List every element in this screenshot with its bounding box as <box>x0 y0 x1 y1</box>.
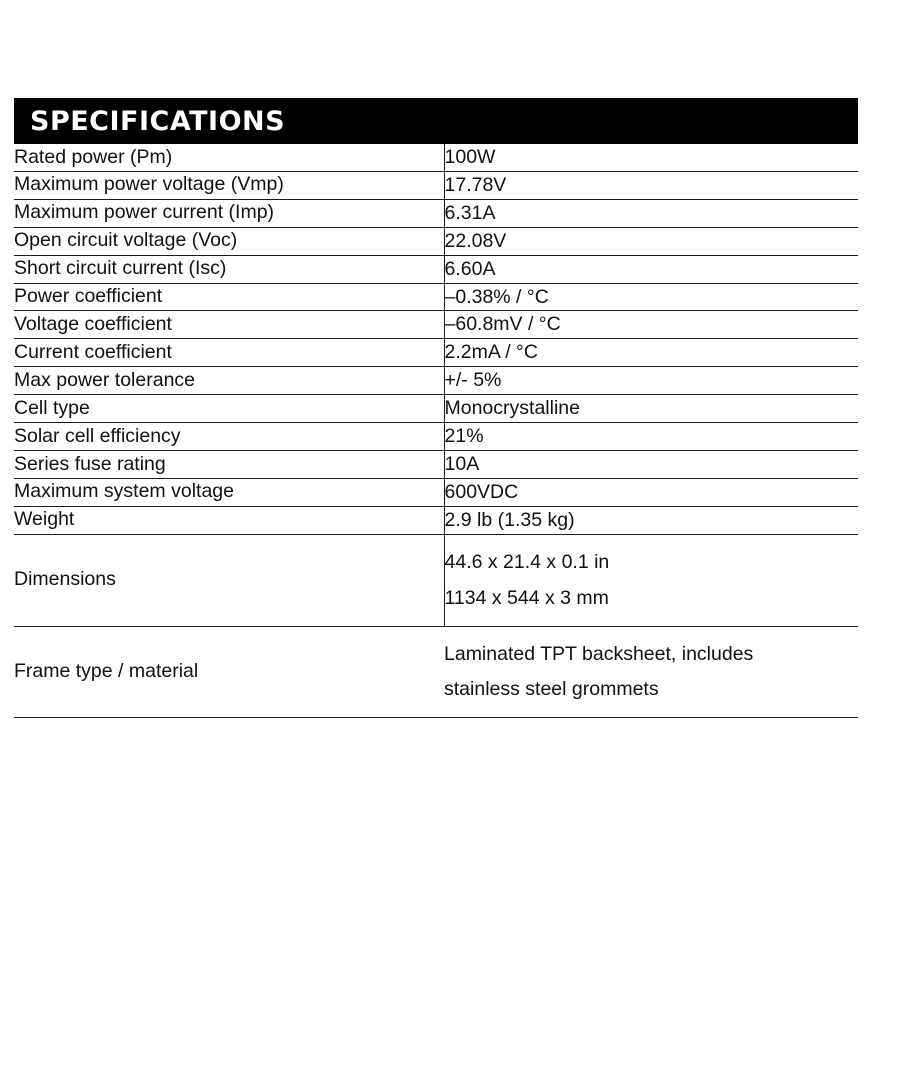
table-row <box>14 171 858 199</box>
specifications-block <box>14 98 858 718</box>
spec-label: Rated power (Pm) <box>14 144 444 171</box>
spec-value: 21% <box>444 425 484 448</box>
spec-value <box>444 626 858 718</box>
spec-label: Weight <box>14 506 444 534</box>
spec-value <box>444 534 858 626</box>
table-row <box>14 255 858 283</box>
spec-label: Solar cell efficiency <box>14 423 444 451</box>
spec-value: 600VDC <box>444 480 519 503</box>
spec-label: Maximum power voltage (Vmp) <box>14 171 444 199</box>
specifications-table <box>14 144 858 718</box>
spec-value: 17.78V <box>444 173 507 196</box>
spec-label: Short circuit current (Isc) <box>14 255 444 283</box>
table-row <box>14 311 858 339</box>
spec-label: Max power tolerance <box>14 367 444 395</box>
spec-value: 22.08V <box>444 229 507 252</box>
spec-value: –60.8mV / °C <box>444 313 561 336</box>
spec-value: +/- 5% <box>444 369 502 392</box>
spec-value: Monocrystalline <box>444 397 580 420</box>
spec-label: Series fuse rating <box>14 450 444 478</box>
table-row <box>14 339 858 367</box>
spec-value-line: 44.6 x 21.4 x 0.1 in <box>444 550 610 573</box>
table-row <box>14 199 858 227</box>
table-row <box>14 283 858 311</box>
table-row <box>14 478 858 506</box>
spec-value: 2.2mA / °C <box>444 341 538 364</box>
table-row <box>14 367 858 395</box>
spec-label: Voltage coefficient <box>14 311 444 339</box>
spec-label: Frame type / material <box>14 660 199 683</box>
table-row <box>14 144 858 171</box>
table-row <box>14 534 858 626</box>
spec-value: 10A <box>444 452 480 475</box>
spec-label: Cell type <box>14 395 444 423</box>
specifications-header <box>14 98 858 144</box>
table-row <box>14 626 858 718</box>
table-row <box>14 450 858 478</box>
spec-value: 2.9 lb (1.35 kg) <box>444 508 575 531</box>
spec-value-line: Laminated TPT backsheet, includes <box>444 642 754 665</box>
table-row <box>14 227 858 255</box>
spec-value: 6.60A <box>444 257 496 280</box>
section-title: SPECIFICATIONS <box>30 105 286 137</box>
spec-label: Current coefficient <box>14 339 444 367</box>
table-row <box>14 506 858 534</box>
table-row <box>14 423 858 451</box>
spec-label: Open circuit voltage (Voc) <box>14 227 444 255</box>
spec-value-line: stainless steel grommets <box>444 678 659 701</box>
table-row <box>14 395 858 423</box>
spec-label: Maximum system voltage <box>14 478 444 506</box>
spec-label: Dimensions <box>14 534 444 626</box>
spec-label: Power coefficient <box>14 283 444 311</box>
spec-label: Maximum power current (Imp) <box>14 199 444 227</box>
spec-value: –0.38% / °C <box>444 285 549 308</box>
spec-value: 6.31A <box>444 201 496 224</box>
spec-value-line: 1134 x 544 x 3 mm <box>444 586 609 609</box>
spec-value: 100W <box>444 146 496 168</box>
